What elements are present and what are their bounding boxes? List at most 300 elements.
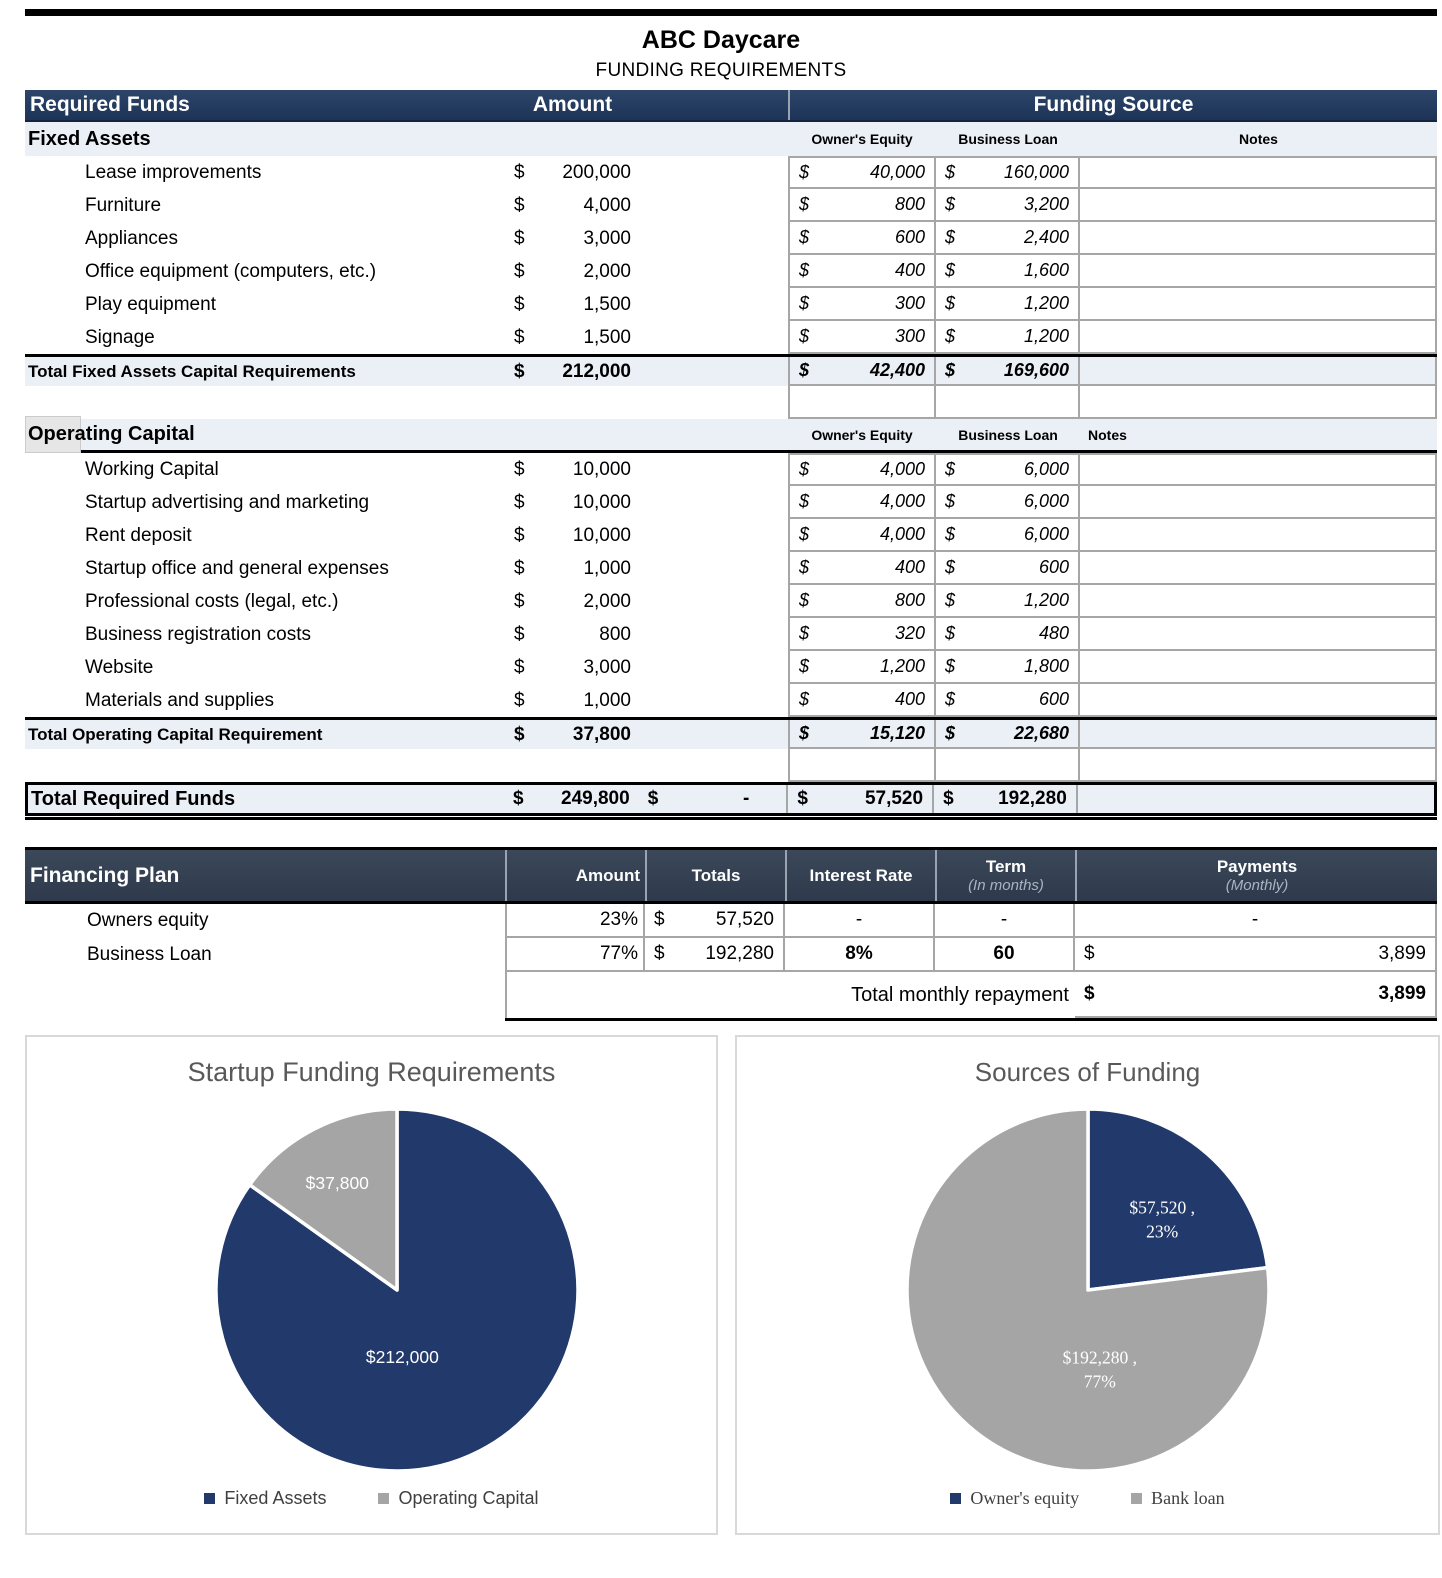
notes-cell [1080, 357, 1437, 386]
business-loan-cell-value [936, 585, 1078, 616]
table-row [25, 684, 1437, 717]
cell-value: 15,120 [869, 723, 925, 743]
cell-value: 4,000 [879, 459, 925, 479]
legend-item-bank-loan [1131, 1488, 1225, 1509]
total-label: Total Fixed Assets Capital Requirements [28, 361, 356, 381]
currency-symbol: $ [945, 689, 956, 709]
currency-symbol: $ [799, 459, 810, 479]
financing-interest-cell: 8% [785, 938, 935, 972]
notes-cell [1080, 651, 1437, 684]
cell-value: 169,600 [1003, 360, 1069, 380]
currency-symbol: $ [514, 360, 525, 382]
financing-header-term [935, 850, 1075, 901]
cell-value: 3,000 [583, 227, 631, 249]
item-label: Business registration costs [85, 623, 311, 645]
owners-equity-cell-value [790, 519, 934, 550]
currency-symbol: $ [514, 723, 525, 745]
amount-cell [505, 585, 640, 618]
notes-cell [1080, 156, 1437, 189]
currency-symbol: $ [945, 162, 956, 182]
empty-cell [640, 651, 788, 684]
currency-symbol: $ [945, 557, 956, 577]
section-name-cell [25, 419, 505, 450]
business-loan-cell-value [936, 321, 1078, 352]
business-loan-cell [936, 684, 1080, 717]
amount-cell [505, 618, 640, 651]
cell-value: 6,000 [1023, 524, 1069, 544]
notes-cell [1080, 684, 1437, 717]
currency-symbol: $ [514, 491, 525, 513]
amount-cell [505, 519, 640, 552]
business-loan-cell [936, 585, 1080, 618]
cell-value: 480 [1038, 623, 1069, 643]
cell-value: 1,000 [583, 557, 631, 579]
cell-value: 1,500 [583, 326, 631, 348]
financing-payment-cell [1075, 938, 1437, 972]
total-owners-equity-cell-value [790, 720, 934, 747]
cell-value: 1,000 [583, 689, 631, 711]
item-label: Appliances [85, 227, 178, 249]
amount-cell [505, 486, 640, 519]
owners-equity-cell [788, 321, 936, 354]
total-amount-cell-value [505, 357, 640, 386]
owners-equity-cell [788, 618, 936, 651]
empty-cell [640, 749, 788, 782]
total-monthly-repayment-value [1075, 972, 1435, 1016]
financing-totals-value [645, 938, 783, 970]
business-loan-cell [936, 552, 1080, 585]
owners-equity-cell-value [790, 255, 934, 286]
cell-value: 300 [894, 326, 925, 346]
financing-totals-cell [645, 938, 785, 972]
financing-header-totals [645, 850, 785, 901]
business-loan-cell-value [936, 288, 1078, 319]
business-loan-column-header: Business Loan [958, 131, 1058, 147]
owners-equity-cell [788, 519, 936, 552]
empty-cell [505, 122, 640, 156]
cell-value: 2,000 [583, 260, 631, 282]
cell-value: 3,200 [1023, 194, 1069, 214]
cell-value: 200,000 [562, 161, 631, 183]
owners-equity-cell [788, 585, 936, 618]
business-loan-cell-value [936, 222, 1078, 253]
empty-cell [505, 386, 640, 419]
empty-business-loan-cell [936, 749, 1080, 782]
currency-symbol: $ [512, 788, 524, 809]
table-row [25, 321, 1437, 354]
currency-symbol: $ [514, 458, 525, 480]
amount-cell-value [505, 156, 640, 189]
business-loan-cell-value [936, 618, 1078, 649]
cell-value: 192,280 [705, 943, 774, 964]
financing-amount-cell: 77% [505, 938, 645, 972]
financing-footer-row [25, 972, 1437, 1018]
double-rule [25, 816, 1437, 820]
empty-cell [25, 972, 505, 1018]
business-loan-cell [936, 618, 1080, 651]
cell-value: 6,000 [1023, 459, 1069, 479]
empty-cell [640, 357, 788, 386]
legend-swatch-owner-s-equity-icon [950, 1493, 961, 1504]
item-label: Professional costs (legal, etc.) [85, 590, 339, 612]
currency-symbol: $ [799, 590, 810, 610]
owners-equity-cell-value [790, 651, 934, 682]
notes-cell [1080, 255, 1437, 288]
owners-equity-cell-value [790, 552, 934, 583]
empty-cell [640, 519, 788, 552]
business-loan-column-header: Business Loan [958, 426, 1058, 443]
amount-cell-value [505, 684, 640, 717]
cell-value: 300 [894, 293, 925, 313]
section-name: Operating Capital [28, 423, 195, 445]
financing-header-payments-label: Payments [1216, 857, 1298, 876]
cell-value: 320 [894, 623, 925, 643]
cell-value: 10,000 [572, 524, 631, 546]
currency-symbol: $ [945, 326, 956, 346]
currency-symbol: $ [514, 590, 525, 612]
cell-value: 57,520 [864, 788, 924, 809]
currency-symbol: $ [945, 524, 956, 544]
cell-value: 400 [894, 260, 925, 280]
empty-cell [640, 156, 788, 189]
notes-cell [1080, 552, 1437, 585]
empty-notes-cell [1080, 386, 1437, 419]
financing-totals-value [645, 904, 783, 936]
business-loan-cell-value [936, 158, 1078, 187]
empty-cell [640, 321, 788, 354]
page-title: ABC Daycare [641, 26, 801, 54]
cell-value: 1,800 [1023, 656, 1069, 676]
owners-equity-cell [788, 486, 936, 519]
notes-cell [1080, 321, 1437, 354]
owners-equity-cell-value [790, 455, 934, 484]
notes-cell [1080, 453, 1437, 486]
section-total-row [25, 717, 1437, 749]
amount-cell-value [505, 222, 640, 255]
table-row [25, 288, 1437, 321]
notes-cell [1080, 222, 1437, 255]
financing-header-interest-rate [785, 850, 935, 901]
amount-cell [505, 222, 640, 255]
legend-label: Owner's equity [970, 1488, 1080, 1508]
header-funding-source: Funding Source [788, 90, 1437, 120]
business-loan-cell-value [936, 519, 1078, 550]
currency-symbol: $ [654, 909, 665, 930]
currency-symbol: $ [799, 524, 810, 544]
currency-symbol: $ [799, 689, 810, 709]
table-row [25, 585, 1437, 618]
currency-symbol: $ [945, 194, 956, 214]
currency-symbol: $ [1084, 943, 1095, 964]
currency-symbol: $ [647, 788, 659, 809]
cell-value: 600 [894, 227, 925, 247]
cell-value: 160,000 [1003, 162, 1069, 182]
header-required-funds: Required Funds [30, 93, 190, 116]
item-label: Signage [85, 326, 155, 348]
owners-equity-cell-value [790, 321, 934, 352]
empty-cell [25, 386, 505, 419]
owners-equity-cell-value [790, 585, 934, 616]
cell-value: 800 [599, 623, 631, 645]
pie-slice-label: $192,280 , [1062, 1347, 1137, 1368]
table-row [25, 618, 1437, 651]
owners-equity-cell-value [790, 288, 934, 319]
business-loan-cell-value [936, 486, 1078, 517]
item-label: Play equipment [85, 293, 216, 315]
total-business-loan-cell [936, 357, 1080, 386]
owners-equity-cell [788, 288, 936, 321]
financing-amount-cell: 23% [505, 904, 645, 938]
empty-cell [640, 288, 788, 321]
empty-cell [505, 749, 640, 782]
item-label: Furniture [85, 194, 162, 216]
chart-startup-funding-requirements [25, 1035, 718, 1535]
total-monthly-repayment-label: Total monthly repayment [505, 972, 1075, 1018]
total-owners-equity-cell [788, 357, 936, 386]
item-label: Startup office and general expenses [85, 557, 389, 579]
amount-cell-value [505, 486, 640, 519]
financing-header-interest-label: Interest Rate [809, 865, 913, 885]
business-loan-cell [936, 651, 1080, 684]
currency-symbol: $ [945, 459, 956, 479]
currency-symbol: $ [799, 227, 810, 247]
empty-business-loan-cell [936, 386, 1080, 419]
currency-symbol: $ [799, 293, 810, 313]
empty-cell [640, 486, 788, 519]
cell-value: 40,000 [869, 162, 925, 182]
empty-cell [640, 720, 788, 749]
empty-cell [640, 222, 788, 255]
cell-value: - [743, 788, 750, 809]
empty-cell [640, 618, 788, 651]
owners-equity-cell-value [790, 158, 934, 187]
pie-chart [737, 1037, 1442, 1537]
financing-row-label: Owners equity [87, 910, 209, 931]
section-name: Fixed Assets [28, 127, 151, 150]
owners-equity-cell-value [790, 618, 934, 649]
currency-symbol: $ [514, 194, 525, 216]
empty-cell [640, 189, 788, 222]
business-loan-cell-value [936, 255, 1078, 286]
amount-cell [505, 651, 640, 684]
currency-symbol: $ [799, 360, 810, 380]
currency-symbol: $ [945, 623, 956, 643]
table-row [25, 519, 1437, 552]
total-owners-equity-cell-value [790, 357, 934, 384]
financing-term-cell: 60 [935, 938, 1075, 972]
table-row [25, 486, 1437, 519]
table-row [25, 222, 1437, 255]
cell-value: 1,200 [1023, 293, 1069, 313]
legend-item-fixed-assets [204, 1488, 326, 1509]
item-label: Lease improvements [85, 161, 262, 183]
amount-cell [505, 453, 640, 486]
currency-symbol: $ [514, 227, 525, 249]
financing-term-cell: - [935, 904, 1075, 938]
pie-slice-label: $57,520 , [1129, 1197, 1196, 1218]
owners-equity-cell [788, 189, 936, 222]
cell-value: 4,000 [879, 524, 925, 544]
financing-totals-cell [645, 904, 785, 938]
cell-value: 1,500 [583, 293, 631, 315]
currency-symbol: $ [945, 293, 956, 313]
financing-row [25, 904, 1437, 938]
currency-symbol: $ [945, 227, 956, 247]
currency-symbol: $ [799, 194, 810, 214]
business-loan-cell-value [936, 189, 1078, 220]
empty-cell [640, 684, 788, 717]
header-spacer [640, 90, 788, 120]
spacer-row [25, 749, 1437, 782]
currency-symbol: $ [945, 723, 956, 743]
pie-chart [27, 1037, 720, 1537]
owners-equity-cell [788, 684, 936, 717]
pie-slice-label: $37,800 [305, 1173, 369, 1194]
cell-value: 10,000 [572, 491, 631, 513]
cell-value: 400 [894, 557, 925, 577]
notes-column-header: Notes [1239, 131, 1278, 147]
cell-value: 57,520 [715, 909, 774, 930]
currency-symbol: $ [799, 326, 810, 346]
owners-equity-cell [788, 222, 936, 255]
currency-symbol: $ [943, 788, 954, 809]
table-row [25, 255, 1437, 288]
amount-cell-value [505, 189, 640, 222]
total-monthly-repayment-cell [1075, 972, 1437, 1018]
financing-plan-body [0, 904, 1442, 1018]
total-business-loan-cell-value [936, 357, 1078, 384]
business-loan-cell [936, 255, 1080, 288]
cell-value: 4,000 [583, 194, 631, 216]
cell-value: 6,000 [1023, 491, 1069, 511]
empty-cell [640, 122, 788, 156]
currency-symbol: $ [514, 656, 525, 678]
notes-cell [1080, 288, 1437, 321]
empty-cell [640, 386, 788, 419]
financing-header-amount [505, 850, 645, 901]
legend-item-owner-s-equity [950, 1488, 1079, 1509]
amount-cell [505, 189, 640, 222]
currency-symbol: $ [799, 491, 810, 511]
chart-title: Startup Funding Requirements [187, 1057, 556, 1087]
notes-column-header: Notes [1088, 426, 1127, 443]
business-loan-cell [936, 486, 1080, 519]
financing-plan-header [25, 850, 1437, 904]
cell-value: 212,000 [562, 360, 631, 382]
currency-symbol: $ [945, 360, 956, 380]
page-subtitle: FUNDING REQUIREMENTS [595, 60, 847, 81]
cell-value: 1,200 [1023, 590, 1069, 610]
owners-equity-cell-value [790, 222, 934, 253]
business-loan-cell [936, 156, 1080, 189]
financing-header-payments-sub: (Monthly) [1225, 877, 1289, 894]
total-owners-equity-cell [788, 720, 936, 749]
notes-cell [1080, 720, 1437, 749]
financing-row [25, 938, 1437, 972]
item-label: Materials and supplies [85, 689, 275, 711]
notes-cell [1078, 785, 1434, 813]
empty-cell [640, 585, 788, 618]
chart-title: Sources of Funding [974, 1057, 1201, 1087]
owners-equity-cell-value [790, 189, 934, 220]
currency-symbol: $ [514, 293, 525, 315]
amount-cell-value [505, 618, 640, 651]
business-loan-cell [936, 321, 1080, 354]
grand-total-business-loan-cell-value [934, 785, 1076, 813]
currency-symbol: $ [797, 788, 808, 809]
table-row [25, 453, 1437, 486]
amount-cell [505, 255, 640, 288]
currency-symbol: $ [514, 623, 525, 645]
financing-interest-cell: - [785, 904, 935, 938]
total-label: Total Operating Capital Requirement [28, 724, 323, 744]
cell-value: 600 [1038, 557, 1069, 577]
owners-equity-cell [788, 552, 936, 585]
currency-symbol: $ [799, 723, 810, 743]
chart-legend [737, 1488, 1438, 1509]
amount-cell-value [505, 321, 640, 354]
currency-symbol: $ [945, 260, 956, 280]
section-name-cell [25, 122, 505, 156]
cell-value: 10,000 [572, 458, 631, 480]
cell-value: 42,400 [869, 360, 925, 380]
notes-cell [1080, 486, 1437, 519]
legend-swatch-fixed-assets-icon [204, 1493, 215, 1504]
funding-requirements-sheet [0, 9, 1442, 1535]
cell-value: 3,000 [583, 656, 631, 678]
cell-value: 22,680 [1013, 723, 1069, 743]
cell-value: 249,800 [561, 788, 630, 809]
currency-symbol: $ [945, 491, 956, 511]
item-label: Working Capital [85, 458, 219, 480]
grand-total-business-loan-cell [934, 785, 1078, 813]
grand-total-row [25, 782, 1437, 816]
item-label: Startup advertising and marketing [85, 491, 370, 513]
legend-label: Fixed Assets [224, 1488, 327, 1508]
owners-equity-cell-value [790, 684, 934, 715]
table-row [25, 651, 1437, 684]
legend-swatch-bank-loan-icon [1131, 1493, 1142, 1504]
currency-symbol: $ [799, 557, 810, 577]
section-header-row [25, 419, 1437, 453]
financing-header-totals-label: Totals [691, 865, 741, 885]
financing-header-term-sub: (In months) [968, 877, 1044, 894]
currency-symbol: $ [654, 943, 665, 964]
cell-value: 1,200 [1023, 326, 1069, 346]
notes-cell [1080, 618, 1437, 651]
legend-label: Operating Capital [398, 1488, 539, 1508]
empty-cell [25, 749, 505, 782]
amount-cell [505, 288, 640, 321]
item-label: Rent deposit [85, 524, 192, 546]
business-loan-cell [936, 288, 1080, 321]
pie-slice-label: 77% [1083, 1371, 1116, 1392]
cell-value: 3,899 [1378, 943, 1426, 964]
financing-header-amount-label: Amount [575, 865, 640, 885]
pie-slice-label: 23% [1146, 1221, 1179, 1242]
currency-symbol: $ [514, 161, 525, 183]
amount-cell [505, 552, 640, 585]
currency-symbol: $ [799, 623, 810, 643]
total-amount-cell [505, 720, 640, 749]
financing-header-term-label: Term [985, 857, 1027, 876]
cell-value: 4,000 [879, 491, 925, 511]
currency-symbol: $ [514, 689, 525, 711]
cell-value: 1,600 [1023, 260, 1069, 280]
cell-value: 1,200 [879, 656, 925, 676]
business-loan-cell [936, 189, 1080, 222]
grand-total-amount-cell-value [504, 785, 639, 813]
